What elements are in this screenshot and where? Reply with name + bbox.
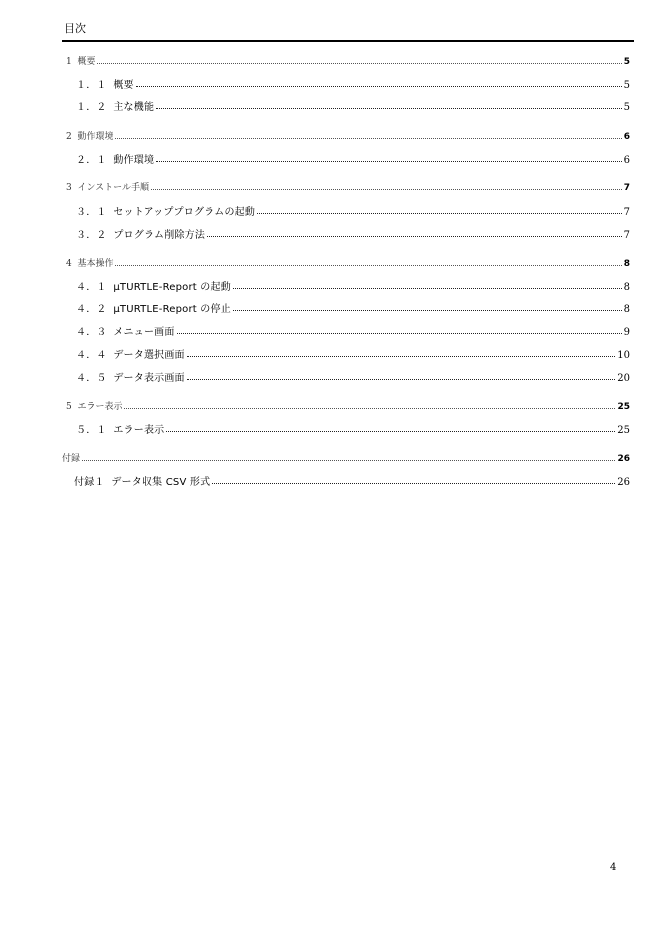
dot-leader <box>124 408 615 409</box>
toc-entry-page: 5 <box>623 80 630 91</box>
toc-entry-page: 25 <box>617 402 630 412</box>
toc-entry-page: 5 <box>623 102 630 113</box>
toc-entry-page: 8 <box>623 282 630 293</box>
toc-entry-label: ４．５ データ表示画面 <box>76 373 185 384</box>
toc-entry-section-1-1[interactable] <box>62 76 630 91</box>
toc-entry-label: ４．４ データ選択画面 <box>76 350 185 361</box>
toc-entry-page: 10 <box>617 350 630 361</box>
toc-entry-page: 26 <box>617 477 630 488</box>
toc-entry-section-3-2[interactable] <box>62 226 630 241</box>
dot-leader <box>166 431 615 432</box>
toc-entry-label: ２．１ 動作環境 <box>76 155 155 166</box>
toc-title: 目次 <box>64 22 86 35</box>
toc-entry-section-1-2[interactable] <box>62 98 630 113</box>
toc-entry-label: 5 エラー表示 <box>66 402 123 412</box>
toc-entry-section-4-4[interactable] <box>62 346 630 361</box>
page-number: 4 <box>610 862 617 873</box>
toc-entry-page: 7 <box>623 207 630 218</box>
dot-leader <box>233 288 622 289</box>
toc-entry-label: ４．１ µTURTLE-Report の起動 <box>76 282 231 293</box>
toc-entry-label: 付録 <box>62 454 81 464</box>
toc-entry-page: 8 <box>623 304 630 315</box>
dot-leader <box>233 310 622 311</box>
dot-leader <box>136 86 622 87</box>
toc-entry-label: 付録１ データ収集 CSV 形式 <box>74 477 211 488</box>
toc-entry-appendix-1[interactable] <box>62 473 630 488</box>
dot-leader <box>115 265 621 266</box>
toc-entry-label: 1 概要 <box>66 57 96 67</box>
toc-entry-page: 7 <box>623 230 630 241</box>
dot-leader <box>156 108 621 109</box>
dot-leader <box>97 63 621 64</box>
toc-entry-page: 5 <box>623 57 630 67</box>
dot-leader <box>151 189 622 190</box>
toc-entry-label: 2 動作環境 <box>66 132 114 142</box>
toc-entry-page: 6 <box>623 132 630 142</box>
table-of-contents <box>62 0 630 936</box>
toc-entry-label: ３．２ プログラム削除方法 <box>76 230 206 241</box>
toc-entry-label: １．２ 主な機能 <box>76 102 155 113</box>
toc-entry-label: ４．３ メニュー画面 <box>76 327 175 338</box>
dot-leader <box>257 213 622 214</box>
toc-entry-chapter-5[interactable] <box>62 399 630 412</box>
toc-entry-label: ３．１ セットアッププログラムの起動 <box>76 207 256 218</box>
toc-entry-page: 20 <box>617 373 630 384</box>
toc-entry-section-3-1[interactable] <box>62 203 630 218</box>
dot-leader <box>115 138 621 139</box>
dot-leader <box>207 236 622 237</box>
dot-leader <box>212 483 615 484</box>
dot-leader <box>177 333 622 334</box>
dot-leader <box>187 379 616 380</box>
dot-leader <box>187 356 616 357</box>
toc-entry-section-4-5[interactable] <box>62 369 630 384</box>
dot-leader <box>156 161 621 162</box>
toc-entry-page: 26 <box>617 454 630 464</box>
toc-entry-page: 6 <box>623 155 630 166</box>
toc-entry-appendix[interactable] <box>62 451 630 464</box>
toc-entry-label: ５．１ エラー表示 <box>76 425 165 436</box>
dot-leader <box>82 460 615 461</box>
toc-entry-label: 4 基本操作 <box>66 259 114 269</box>
toc-entry-label: 3 インストール手順 <box>66 183 149 193</box>
toc-entry-label: ４．２ µTURTLE-Report の停止 <box>76 304 231 315</box>
toc-entry-chapter-4[interactable] <box>62 256 630 269</box>
toc-entry-section-4-2[interactable] <box>62 300 630 315</box>
toc-entry-page: 8 <box>623 259 630 269</box>
toc-entry-section-4-3[interactable] <box>62 323 630 338</box>
toc-entry-section-4-1[interactable] <box>62 278 630 293</box>
toc-entry-label: １．１ 概要 <box>76 80 134 91</box>
toc-entry-section-2-1[interactable] <box>62 151 630 166</box>
toc-entry-chapter-3[interactable] <box>62 180 630 193</box>
toc-entry-chapter-1[interactable] <box>62 54 630 67</box>
toc-entry-section-5-1[interactable] <box>62 421 630 436</box>
toc-entry-page: 9 <box>623 327 630 338</box>
toc-entry-chapter-2[interactable] <box>62 129 630 142</box>
toc-entry-page: 7 <box>623 183 630 193</box>
toc-entry-page: 25 <box>617 425 630 436</box>
